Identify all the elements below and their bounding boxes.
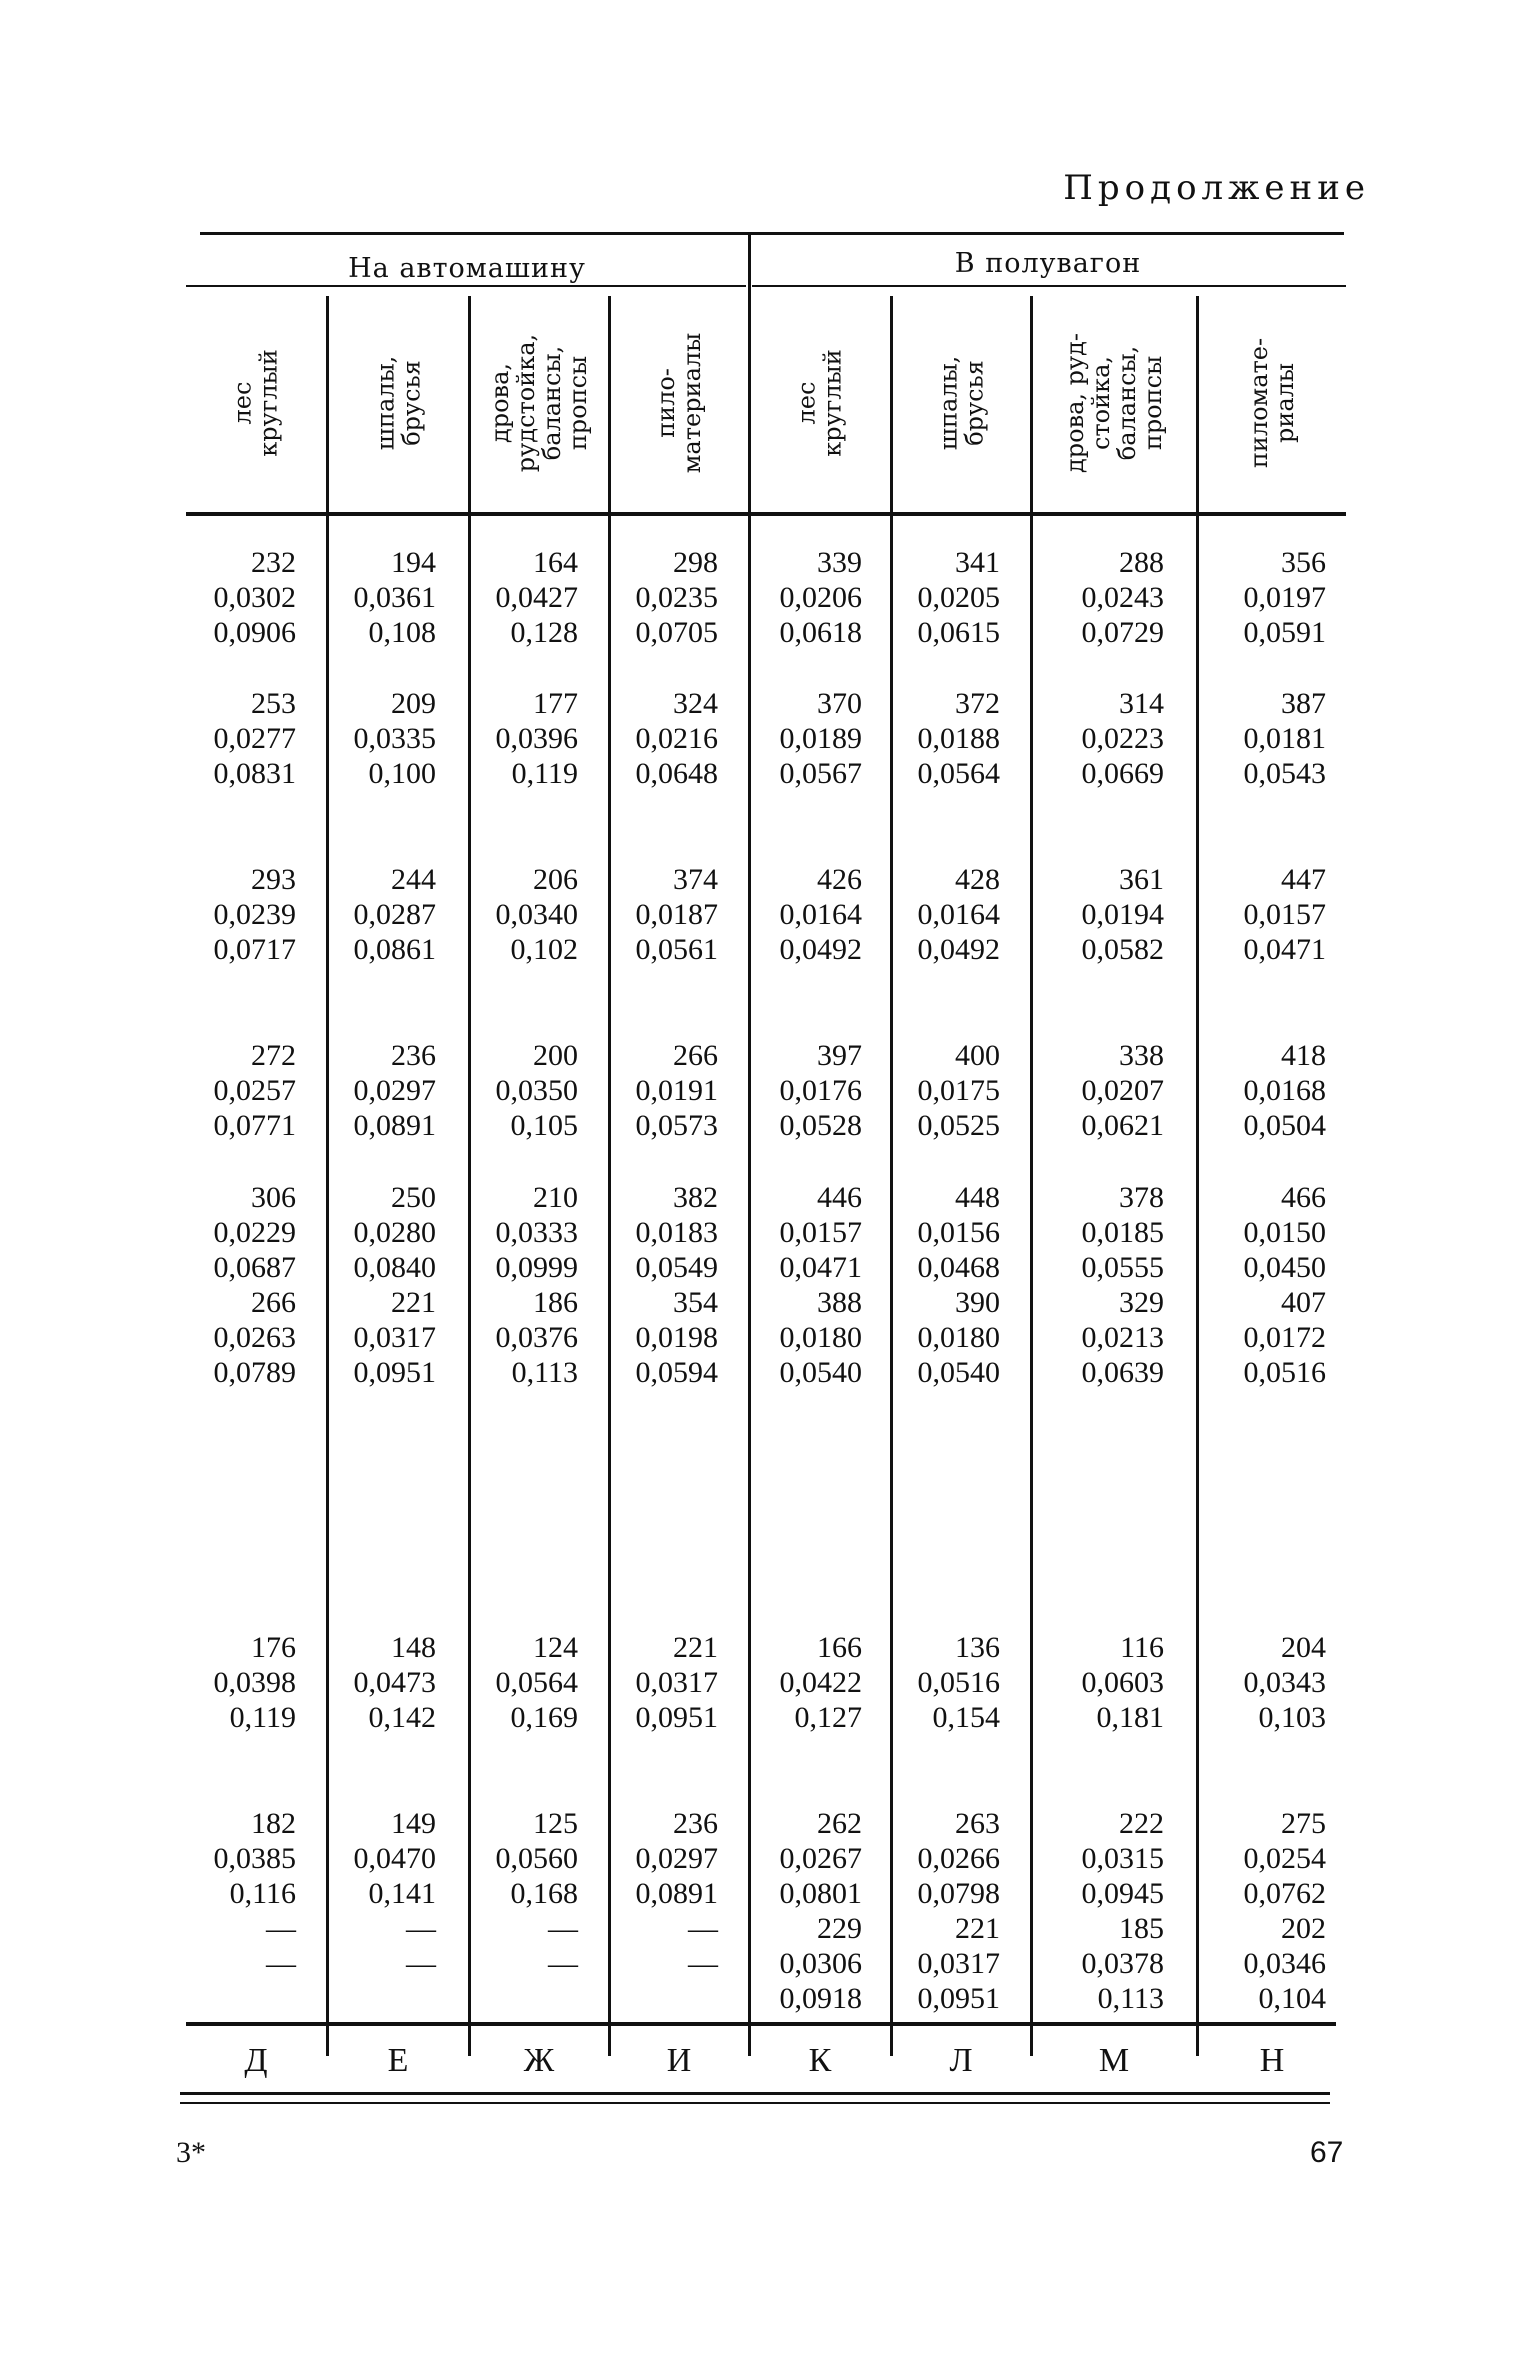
column-header: лес круглый: [793, 349, 847, 457]
table-cell: 164 0,0427 0,128: [495, 546, 578, 649]
table-cell: 382 0,0183 0,0549 354 0,0198 0,0594: [635, 1181, 718, 1389]
table-cell: 361 0,0194 0,0582: [1081, 863, 1164, 966]
column-letter: Е: [387, 2042, 409, 2079]
table-cell: 266 0,0191 0,0573: [635, 1039, 718, 1142]
table-cell: 298 0,0235 0,0705: [635, 546, 718, 649]
table-cell: 232 0,0302 0,0906: [213, 546, 296, 649]
column-letter: Н: [1259, 2042, 1285, 2079]
table-cell: 244 0,0287 0,0861: [353, 863, 436, 966]
table-cell: 210 0,0333 0,0999 186 0,0376 0,113: [495, 1181, 578, 1389]
header-bottom-rule: [186, 512, 1346, 516]
column-header: пило- материалы: [652, 332, 707, 474]
column-header: пиломате- риалы: [1244, 337, 1299, 469]
group-label-wagon: В полувагон: [954, 248, 1142, 279]
table-cell: 206 0,0340 0,102: [495, 863, 578, 966]
table-cell: 306 0,0229 0,0687 266 0,0263 0,0789: [213, 1181, 296, 1389]
table-cell: 356 0,0197 0,0591: [1243, 546, 1326, 649]
table-cell: 148 0,0473 0,142: [353, 1631, 436, 1734]
continuation-label: Продолжение: [1063, 168, 1370, 208]
table-cell: 222 0,0315 0,0945 185 0,0378 0,113: [1081, 1807, 1164, 2015]
table-cell: 341 0,0205 0,0615: [917, 546, 1000, 649]
column-separator: [1196, 296, 1199, 2056]
table-cell: 378 0,0185 0,0555 329 0,0213 0,0639: [1081, 1181, 1164, 1389]
column-header: дрова, руд- стойка, балансы, пропсы: [1060, 332, 1167, 474]
table-cell: 339 0,0206 0,0618: [779, 546, 862, 649]
table-cell: 466 0,0150 0,0450 407 0,0172 0,0516: [1243, 1181, 1326, 1389]
table-top-rule: [200, 232, 1344, 235]
column-separator: [326, 296, 329, 2056]
table-cell: 194 0,0361 0,108: [353, 546, 436, 649]
table-cell: 387 0,0181 0,0543: [1243, 687, 1326, 790]
column-separator: [608, 296, 611, 2056]
table-cell: 149 0,0470 0,141 — —: [353, 1807, 436, 1980]
table-cell: 204 0,0343 0,103: [1243, 1631, 1326, 1734]
table-cell: 446 0,0157 0,0471 388 0,0180 0,0540: [779, 1181, 862, 1389]
table-cell: 397 0,0176 0,0528: [779, 1039, 862, 1142]
group-under-rule-auto: [186, 285, 746, 287]
table-bottom-rule-1: [180, 2092, 1330, 2095]
page-number: 67: [1310, 2136, 1344, 2169]
group-under-rule-wagon: [752, 285, 1346, 287]
table-cell: 236 0,0297 0,0891: [353, 1039, 436, 1142]
column-header: шпалы, брусья: [934, 355, 988, 451]
column-letter: И: [666, 2042, 692, 2079]
footer-signature-mark: 3*: [176, 2136, 206, 2169]
table-cell: 314 0,0223 0,0669: [1081, 687, 1164, 790]
column-separator: [1030, 296, 1033, 2056]
table-cell: 293 0,0239 0,0717: [213, 863, 296, 966]
table-cell: 125 0,0560 0,168 — —: [495, 1807, 578, 1980]
column-letter: Д: [244, 2042, 268, 2079]
table-cell: 176 0,0398 0,119: [213, 1631, 296, 1734]
column-letter: М: [1098, 2042, 1130, 2079]
table-cell: 236 0,0297 0,0891 — —: [635, 1807, 718, 1980]
table-cell: 272 0,0257 0,0771: [213, 1039, 296, 1142]
column-letter: К: [808, 2042, 832, 2079]
table-cell: 426 0,0164 0,0492: [779, 863, 862, 966]
table-cell: 338 0,0207 0,0621: [1081, 1039, 1164, 1142]
table-cell: 200 0,0350 0,105: [495, 1039, 578, 1142]
table-cell: 182 0,0385 0,116 — —: [213, 1807, 296, 1980]
table-cell: 166 0,0422 0,127: [779, 1631, 862, 1734]
table-cell: 370 0,0189 0,0567: [779, 687, 862, 790]
table-cell: 262 0,0267 0,0801 229 0,0306 0,0918: [779, 1807, 862, 2015]
table-bottom-rule-2: [180, 2102, 1330, 2104]
table-cell: 288 0,0243 0,0729: [1081, 546, 1164, 649]
column-separator: [890, 296, 893, 2056]
table-cell: 253 0,0277 0,0831: [213, 687, 296, 790]
column-letter: Ж: [523, 2042, 555, 2079]
column-letter: Л: [949, 2042, 973, 2079]
table-cell: 324 0,0216 0,0648: [635, 687, 718, 790]
table-cell: 250 0,0280 0,0840 221 0,0317 0,0951: [353, 1181, 436, 1389]
table-cell: 209 0,0335 0,100: [353, 687, 436, 790]
table-cell: 124 0,0564 0,169: [495, 1631, 578, 1734]
group-label-auto: На автомашину: [348, 253, 586, 284]
column-header: лес круглый: [229, 349, 283, 457]
table-cell: 221 0,0317 0,0951: [635, 1631, 718, 1734]
table-cell: 447 0,0157 0,0471: [1243, 863, 1326, 966]
table-cell: 400 0,0175 0,0525: [917, 1039, 1000, 1142]
table-cell: 116 0,0603 0,181: [1081, 1631, 1164, 1734]
column-header: шпалы, брусья: [371, 355, 425, 451]
column-header: дрова, рудстойка, балансы, пропсы: [486, 333, 592, 473]
table-cell: 177 0,0396 0,119: [495, 687, 578, 790]
table-cell: 374 0,0187 0,0561: [635, 863, 718, 966]
table-cell: 448 0,0156 0,0468 390 0,0180 0,0540: [917, 1181, 1000, 1389]
data-bottom-rule: [186, 2022, 1336, 2026]
table-cell: 372 0,0188 0,0564: [917, 687, 1000, 790]
column-separator: [468, 296, 471, 2056]
table-cell: 418 0,0168 0,0504: [1243, 1039, 1326, 1142]
table-cell: 263 0,0266 0,0798 221 0,0317 0,0951: [917, 1807, 1000, 2015]
table-cell: 275 0,0254 0,0762 202 0,0346 0,104: [1243, 1807, 1326, 2015]
table-cell: 136 0,0516 0,154: [917, 1631, 1000, 1734]
table-cell: 428 0,0164 0,0492: [917, 863, 1000, 966]
